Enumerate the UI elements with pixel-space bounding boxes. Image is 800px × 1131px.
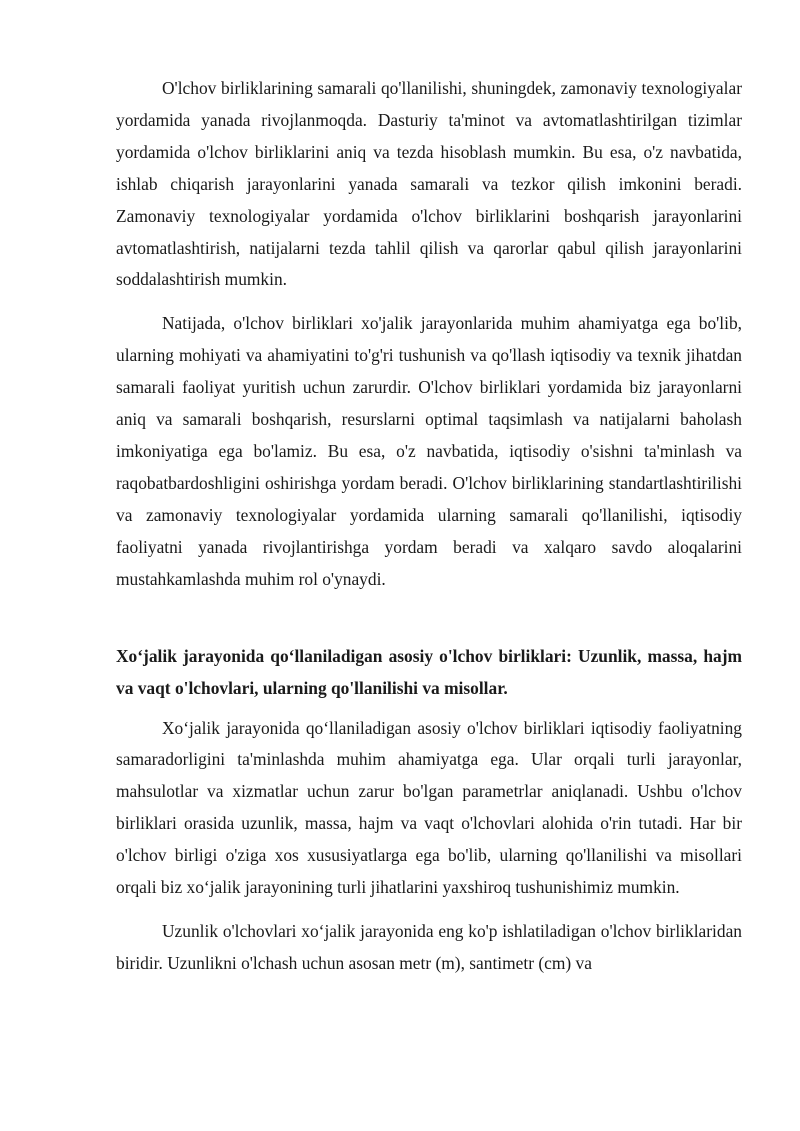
document-body — [116, 73, 742, 980]
paragraph-section-intro: Xo‘jalik jarayonida qo‘llaniladigan asosiy o'lchov birliklari iqtisodiy faoliyatning samaradorligini ta'minlashda muhim ahamiyatga ega. Ular orqali turli jarayonlar, mahsulotlar va xizmatlar uchun zarur bo'lgan parametrlar aniqlanadi. Ushbu o'lchov birliklari orasida uzunlik, massa, hajm va vaqt o'lchovlari alohida o'rin tutadi. Har bir o'lchov birligi o'ziga xos xususiyatlarga ega bo'lib, ularning qo'llanilishi va misollari orqali biz xo‘jalik jarayonining turli jihatlarini yaxshiroq tushunishimiz mumkin. — [116, 717, 742, 898]
paragraph-length-units: Uzunlik o'lchovlari xo‘jalik jarayonida eng ko'p ishlatiladigan o'lchov birliklaridan biridir. Uzunlikni o'lchash uchun asosan metr (m), santimetr (cm) va — [116, 920, 742, 973]
paragraph-conclusion: Natijada, o'lchov birliklari xo'jalik jarayonlarida muhim ahamiyatga ega bo'lib, ularning mohiyati va ahamiyatini to'g'ri tushunish va qo'llash iqtisodiy va texnik jihatdan samarali faoliyat yuritish uchun zarurdir. O'lchov birliklari yordamida biz jarayonlarni aniq va samarali boshqarish, resurslarni optimal taqsimlash va natijalarni baholash imkoniyatiga ega bo'lamiz. Bu esa, o'z navbatida, iqtisodiy o'sishni ta'minlash va raqobatbardoshligini oshirishga yordam beradi. O'lchov birliklarining standartlashtirilishi va zamonaviy texnologiyalar yordamida ularning samarali qo'llanilishi, iqtisodiy faoliyatni yanada rivojlantirishga yordam beradi va xalqaro savdo aloqalarini mustahkamlashda muhim rol o'ynaydi. — [116, 313, 742, 589]
section-heading: Xo‘jalik jarayonida qo‘llaniladigan asosiy o'lchov birliklari: Uzunlik, massa, hajm va vaqt o'lchovlari, ularning qo'llanilishi va misollar. — [116, 645, 742, 698]
paragraph-technology: O'lchov birliklarining samarali qo'llanilishi, shuningdek, zamonaviy texnologiyalar yordamida yanada rivojlanmoqda. Dasturiy ta'minot va avtomatlashtirilgan tizimlar yordamida o'lchov birliklarini aniq va tezda hisoblash mumkin. Bu esa, o'z navbatida, ishlab chiqarish jarayonlarini yanada samarali va tezkor qilish imkonini beradi. Zamonaviy texnologiyalar yordamida o'lchov birliklarini boshqarish jarayonlarini avtomatlashtirish, natijalarni tezda tahlil qilish va qarorlar qabul qilish jarayonlarini soddalashtirish mumkin. — [116, 78, 742, 290]
